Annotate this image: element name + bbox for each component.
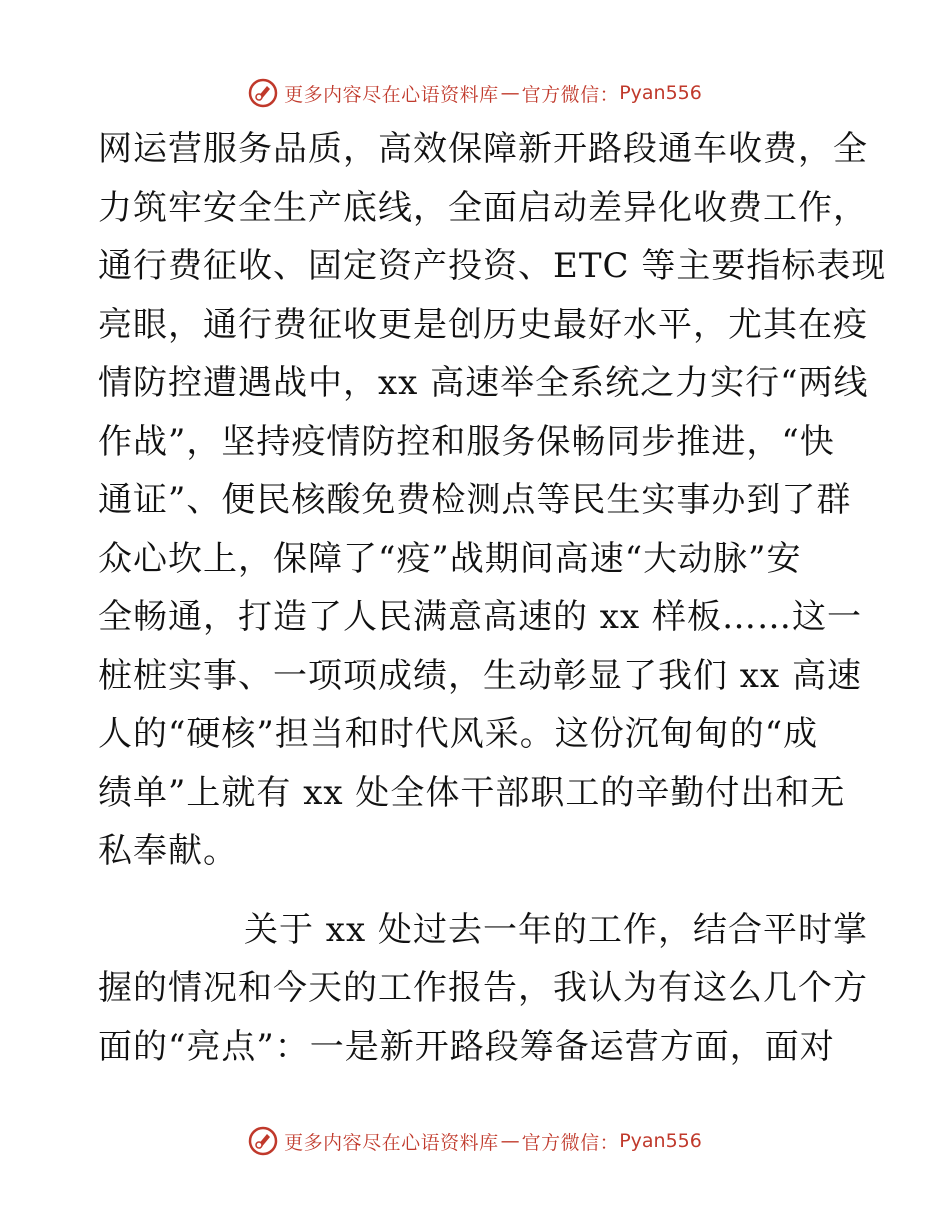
text-line: 私奉献。 [98, 831, 238, 871]
text-line: 亮眼，通行费征收更是创历史最好水平，尤其在疫 [98, 304, 868, 345]
pen-logo-icon [248, 1126, 278, 1156]
watermark-id: Pyan556 [619, 82, 702, 104]
text-line: 桩桩实事、一项项成绩，生动彰显了我们 xx 高速 [98, 655, 862, 696]
text-line: 握的情况和今天的工作报告，我认为有这么几个方 [98, 968, 868, 1008]
watermark-dash: — [500, 1130, 520, 1152]
text-line: 网运营服务品质，高效保障新开路段通车收费，全 [98, 129, 868, 169]
paragraph-2 [98, 901, 868, 1077]
watermark-text: 更多内容尽在心语资料库 [284, 83, 499, 106]
text-line: 人的“硬核”担当和时代风采。这份沉甸甸的“成 [98, 714, 819, 754]
watermark-id: Pyan556 [619, 1130, 702, 1152]
watermark-label: 官方微信： [521, 1131, 620, 1154]
header-watermark [0, 76, 950, 110]
text-line: 关于 xx 处过去一年的工作，结合平时掌 [244, 909, 868, 950]
text-line: 通证”、便民核酸免费检测点等民生实事办到了群 [98, 480, 852, 520]
text-line: 作战”，坚持疫情防控和服务保畅同步推进，“快 [98, 421, 835, 462]
watermark-text: 更多内容尽在心语资料库 [284, 1131, 499, 1154]
text-line: 全畅通，打造了人民满意高速的 xx 样板……这一 [98, 597, 862, 637]
footer-watermark [0, 1124, 950, 1158]
pen-logo-icon [248, 78, 278, 108]
document-body [98, 120, 887, 1076]
paragraph-1 [98, 120, 887, 881]
watermark-dash: — [500, 82, 520, 104]
text-line: 通行费征收、固定资产投资、ETC 等主要指标表现 [98, 246, 887, 286]
text-line: 绩单”上就有 xx 处全体干部职工的辛勤付出和无 [98, 772, 846, 813]
text-line: 面的“亮点”：一是新开路段筹备运营方面，面对 [98, 1026, 835, 1067]
watermark-label: 官方微信： [521, 83, 620, 106]
text-line: 力筑牢安全生产底线，全面启动差异化收费工作， [98, 187, 868, 228]
text-line: 情防控遭遇战中，xx 高速举全系统之力实行“两线 [98, 363, 869, 403]
text-line: 众心坎上，保障了“疫”战期间高速“大动脉”安 [98, 538, 802, 579]
